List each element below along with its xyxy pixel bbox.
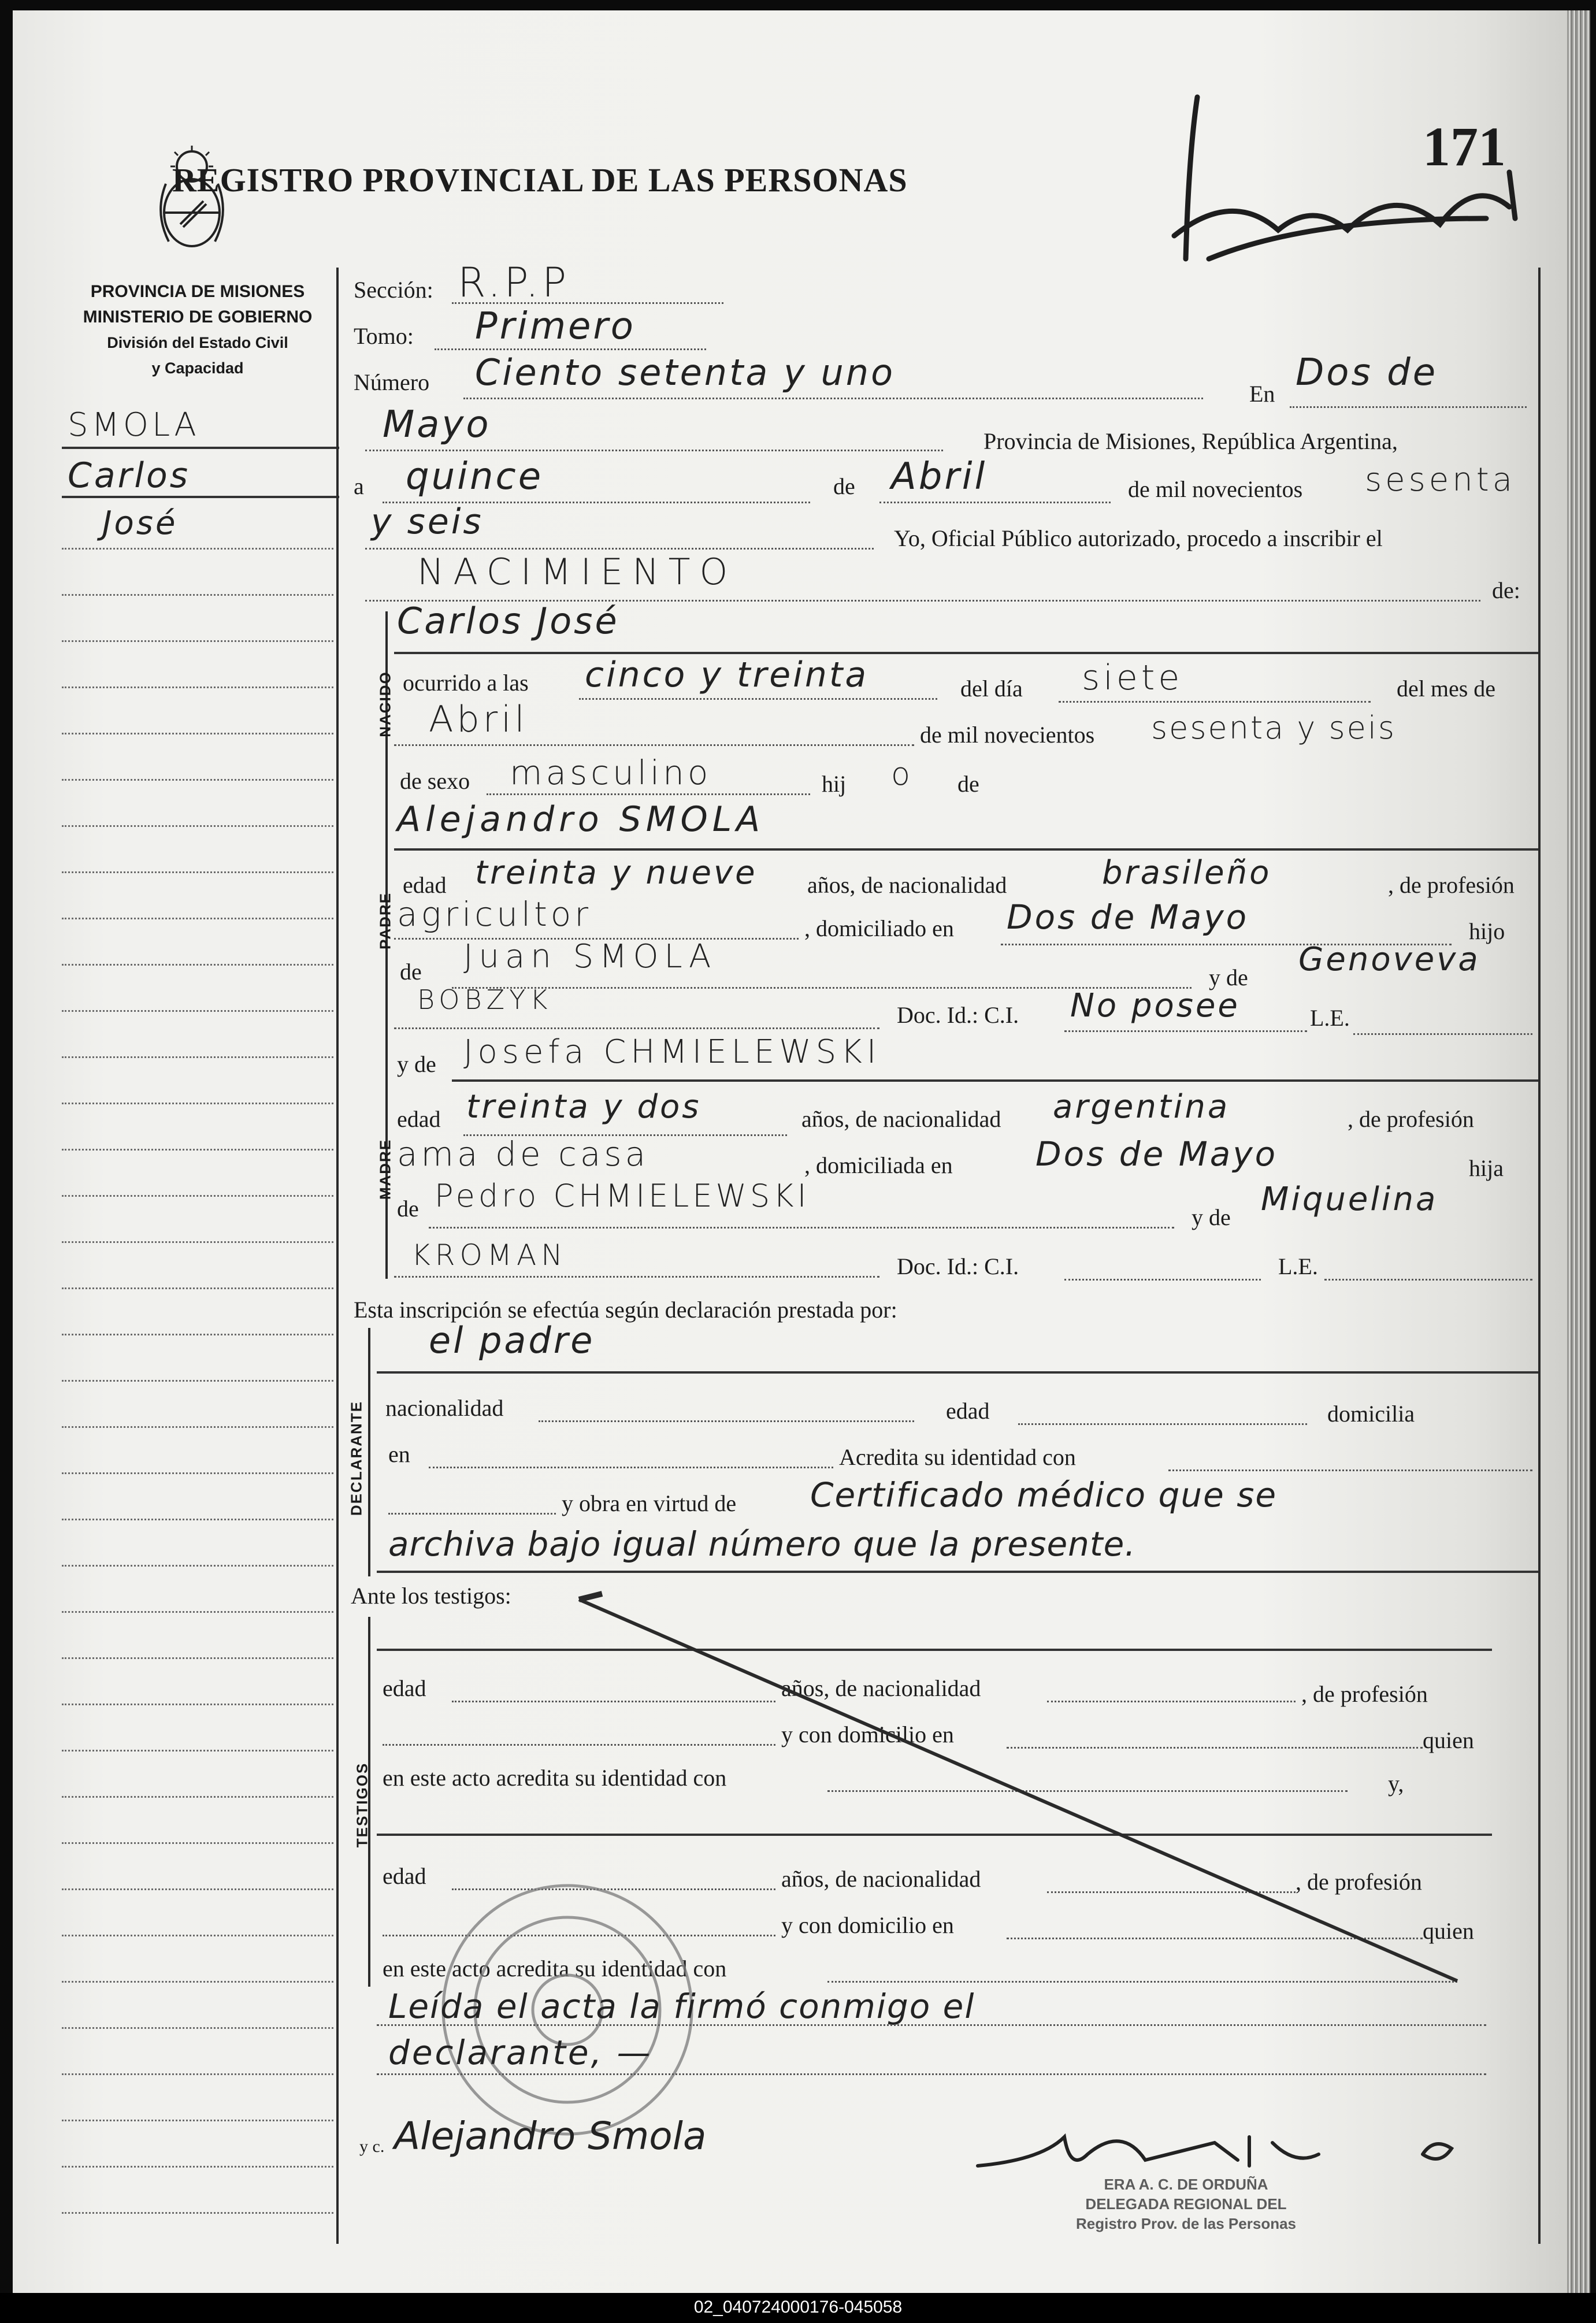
madre-hija-label: hija xyxy=(1469,1155,1504,1181)
ledger-line xyxy=(62,2073,333,2075)
del-mes-label: del mes de xyxy=(1397,676,1496,702)
madre-profesion: ama de casa xyxy=(397,1134,649,1174)
ledger-line xyxy=(62,1334,333,1335)
ocurrido-label: ocurrido a las xyxy=(403,670,529,696)
ledger-line xyxy=(62,1657,333,1659)
page-edges xyxy=(1567,10,1590,2293)
lugar-value-2: Mayo xyxy=(383,403,491,446)
testigo1-quien-label: quien xyxy=(1423,1727,1474,1753)
testigo1-profesion-label: , de profesión xyxy=(1301,1681,1428,1707)
ledger-line xyxy=(62,1010,333,1012)
seccion-label: Sección: xyxy=(354,277,433,303)
provincia-text: Provincia de Misiones, República Argentina, xyxy=(983,428,1398,454)
ledger-line xyxy=(62,1842,333,1844)
ledger-line xyxy=(62,1195,333,1197)
anio-value-2: y seis xyxy=(371,502,484,542)
de-label: de xyxy=(833,473,855,499)
ledger-line xyxy=(62,2166,333,2168)
ledger-line xyxy=(62,1888,333,1890)
ledger-line xyxy=(62,1704,333,1705)
division-label-2: y Capacidad xyxy=(151,359,244,377)
madre-anios-label: años, de nacionalidad xyxy=(801,1106,1001,1132)
madre-edad: treinta y dos xyxy=(466,1088,702,1126)
declarante-obra-label: y obra en virtud de xyxy=(562,1490,737,1516)
testigo1-anios-label: años, de nacionalidad xyxy=(781,1675,981,1701)
tomo-value: Primero xyxy=(475,305,636,348)
ledger-line xyxy=(62,1472,333,1474)
madre-edad-label: edad xyxy=(397,1106,441,1132)
ledger-line xyxy=(62,548,333,550)
testigo1-domicilio-label: y con domicilio en xyxy=(781,1721,954,1747)
yc-label: y c. xyxy=(359,2137,385,2156)
madre-domicilio-label: , domiciliada en xyxy=(804,1152,953,1178)
margin-first-name: Carlos xyxy=(68,455,190,496)
footer-bar xyxy=(0,2293,1596,2323)
stamp-line-2: DELEGADA REGIONAL DEL xyxy=(1085,2195,1287,2213)
acto-value: NACIMIENTO xyxy=(417,551,737,593)
declarante-section-label: DECLARANTE xyxy=(347,1400,365,1516)
declarante-domicilia-label: domicilia xyxy=(1327,1401,1415,1427)
padre-edad: treinta y nueve xyxy=(475,854,758,892)
madre-section-label: MADRE xyxy=(376,1138,394,1200)
declarante-edad-label: edad xyxy=(946,1398,990,1424)
declarante-obra-2: archiva bajo igual número que la presente. xyxy=(388,1524,1136,1564)
testigo2-quien-label: quien xyxy=(1423,1918,1474,1944)
mes-nacimiento: Abril xyxy=(429,698,528,740)
margin-signature-icon xyxy=(1163,86,1532,282)
padre-domicilio-label: , domiciliado en xyxy=(804,915,954,941)
division-label: División del Estado Civil xyxy=(107,334,288,351)
testigo2-acredita-label: en este acto acredita su identidad con xyxy=(383,1955,727,1981)
officer-signature-icon xyxy=(972,2114,1469,2183)
del-dia-label: del día xyxy=(960,676,1023,702)
page-title: REGISTRO PROVINCIAL DE LAS PERSONAS xyxy=(172,161,908,199)
sexo-label: de sexo xyxy=(400,768,470,794)
padre-y-de-label: y de xyxy=(1209,964,1248,990)
ledger-line xyxy=(62,1103,333,1104)
declarante-quien: el padre xyxy=(429,1319,595,1361)
padre-nacionalidad: brasileño xyxy=(1102,854,1272,892)
stamp-text xyxy=(1076,2174,1296,2233)
mes-value: Abril xyxy=(891,455,988,498)
a-label: a xyxy=(354,473,364,499)
ledger-line xyxy=(62,825,333,827)
padre-name: Alejandro SMOLA xyxy=(397,799,765,840)
anio-nacimiento: sesenta y seis xyxy=(1151,710,1396,746)
hora-value: cinco y treinta xyxy=(585,655,869,695)
madre-y-de-label: y de xyxy=(397,1051,436,1077)
margin-surname: SMOLA xyxy=(68,406,200,444)
madre-y-de-label-2: y de xyxy=(1192,1204,1231,1230)
ledger-line xyxy=(62,1426,333,1428)
dia-nacimiento: siete xyxy=(1082,658,1183,698)
ledger-line xyxy=(62,640,333,642)
hij-label: hij xyxy=(822,771,847,797)
madre-de-label: de xyxy=(397,1196,419,1222)
hij-de-label: de xyxy=(957,771,979,797)
declarante-obra-1: Certificado médico que se xyxy=(810,1475,1278,1515)
ledger-line xyxy=(62,1565,333,1567)
margin-second-name: José xyxy=(102,504,178,542)
testigos-section-label: TESTIGOS xyxy=(353,1762,371,1848)
ministry-label: MINISTERIO DE GOBIERNO xyxy=(83,307,313,326)
main-frame-left xyxy=(336,268,339,2244)
firma-declarante: Alejandro Smola xyxy=(394,2114,707,2158)
main-frame-right xyxy=(1538,268,1541,2244)
tomo-label: Tomo: xyxy=(354,323,414,349)
ledger-line xyxy=(62,1750,333,1751)
ledger-line xyxy=(62,1519,333,1520)
abuela-materna-apellido: KROMAN xyxy=(411,1238,567,1272)
ledger-line xyxy=(62,1380,333,1382)
page-number: 171 xyxy=(1423,116,1506,177)
ledger-line xyxy=(62,964,333,966)
madre-le-label: L.E. xyxy=(1278,1253,1318,1279)
padre-hijo-label: hijo xyxy=(1469,918,1505,944)
padre-section-label: PADRE xyxy=(376,892,394,950)
testigo2-domicilio-label: y con domicilio en xyxy=(781,1912,954,1938)
abuela-paterna-apellido: BOBZYK xyxy=(417,984,552,1015)
abuela-materna: Miquelina xyxy=(1261,1181,1438,1218)
hij-suffix: o xyxy=(891,756,914,792)
ledger-line xyxy=(62,1796,333,1798)
padre-profesion-label: , de profesión xyxy=(1388,872,1515,898)
ledger-line xyxy=(62,779,333,781)
ledger-line xyxy=(62,1287,333,1289)
ledger-line xyxy=(62,2027,333,2029)
register-page xyxy=(13,10,1567,2293)
declarante-intro: Esta inscripción se efectúa según declaración prestada por: xyxy=(354,1297,897,1323)
testigo1-y-label: y, xyxy=(1388,1771,1404,1797)
madre-profesion-label: , de profesión xyxy=(1348,1106,1474,1132)
nacido-name: Carlos José xyxy=(397,600,619,642)
padre-de-label: de xyxy=(400,959,422,985)
padre-profesion: agricultor xyxy=(397,895,592,934)
seccion-value: R.P.P xyxy=(458,259,570,306)
sexo-value: masculino xyxy=(510,753,712,792)
padre-doc: No posee xyxy=(1070,987,1240,1025)
declarante-nacionalidad-label: nacionalidad xyxy=(385,1395,504,1421)
numero-value: Ciento setenta y uno xyxy=(475,351,896,394)
ledger-line xyxy=(62,1241,333,1243)
testigo2-anios-label: años, de nacionalidad xyxy=(781,1866,981,1892)
ledger-line xyxy=(62,1981,333,1983)
padre-doc-label: Doc. Id.: C.I. xyxy=(897,1002,1019,1028)
madre-nacionalidad: argentina xyxy=(1053,1088,1230,1126)
de-colon-label: de: xyxy=(1492,577,1520,603)
dia-value: quince xyxy=(406,455,544,498)
ledger-line xyxy=(62,594,333,596)
nacido-section-label: NACIDO xyxy=(376,671,394,737)
declarante-en-label: en xyxy=(388,1441,410,1467)
madre-name: Josefa CHMIELEWSKI xyxy=(463,1033,881,1071)
padre-anios-label: años, de nacionalidad xyxy=(807,872,1007,898)
abuelo-paterno: Juan SMOLA xyxy=(463,938,717,975)
lugar-value: Dos de xyxy=(1296,351,1438,394)
ledger-line xyxy=(62,686,333,688)
yo-text: Yo, Oficial Público autorizado, procedo a inscribir el xyxy=(894,525,1383,551)
ledger-line xyxy=(62,1149,333,1151)
ledger-line xyxy=(62,2120,333,2121)
ledger-line xyxy=(62,918,333,919)
mil-label: de mil novecientos xyxy=(1128,476,1303,502)
footer-id: 02_040724000176-045058 xyxy=(693,2298,903,2317)
abuelo-materno: Pedro CHMIELEWSKI xyxy=(435,1178,810,1214)
ledger-line xyxy=(62,1056,333,1058)
testigos-intro: Ante los testigos: xyxy=(351,1583,511,1609)
ledger-line xyxy=(62,1935,333,1936)
mil-nacimiento-label: de mil novecientos xyxy=(920,722,1095,748)
madre-domicilio: Dos de Mayo xyxy=(1035,1134,1278,1174)
madre-doc-label: Doc. Id.: C.I. xyxy=(897,1253,1019,1279)
numero-label: Número xyxy=(354,369,430,395)
padre-le-label: L.E. xyxy=(1310,1005,1350,1031)
closing-line-2: declarante, — xyxy=(388,2033,653,2072)
padre-domicilio: Dos de Mayo xyxy=(1007,897,1249,937)
declarante-acredita-label: Acredita su identidad con xyxy=(839,1444,1076,1470)
closing-line-1: Leída el acta la firmó conmigo el xyxy=(388,1987,975,2026)
testigo1-edad-label: edad xyxy=(383,1675,426,1701)
ledger-line xyxy=(62,1611,333,1613)
testigo1-acredita-label: en este acto acredita su identidad con xyxy=(383,1765,727,1791)
en-label: En xyxy=(1249,381,1275,407)
anio-value: sesenta xyxy=(1365,461,1516,499)
testigo2-edad-label: edad xyxy=(383,1863,426,1889)
testigo2-profesion-label: , de profesión xyxy=(1296,1869,1422,1895)
province-label: PROVINCIA DE MISIONES xyxy=(90,282,305,301)
ledger-line xyxy=(62,871,333,873)
abuela-paterna: Genoveva xyxy=(1298,941,1480,978)
ledger-line xyxy=(62,733,333,734)
cancel-stroke-icon xyxy=(567,1582,1469,1987)
stamp-line-1: ERA A. C. DE ORDUÑA xyxy=(1104,2176,1268,2193)
padre-edad-label: edad xyxy=(403,872,447,898)
ledger-line xyxy=(62,2212,333,2214)
stamp-line-3: Registro Prov. de las Personas xyxy=(1076,2215,1296,2232)
